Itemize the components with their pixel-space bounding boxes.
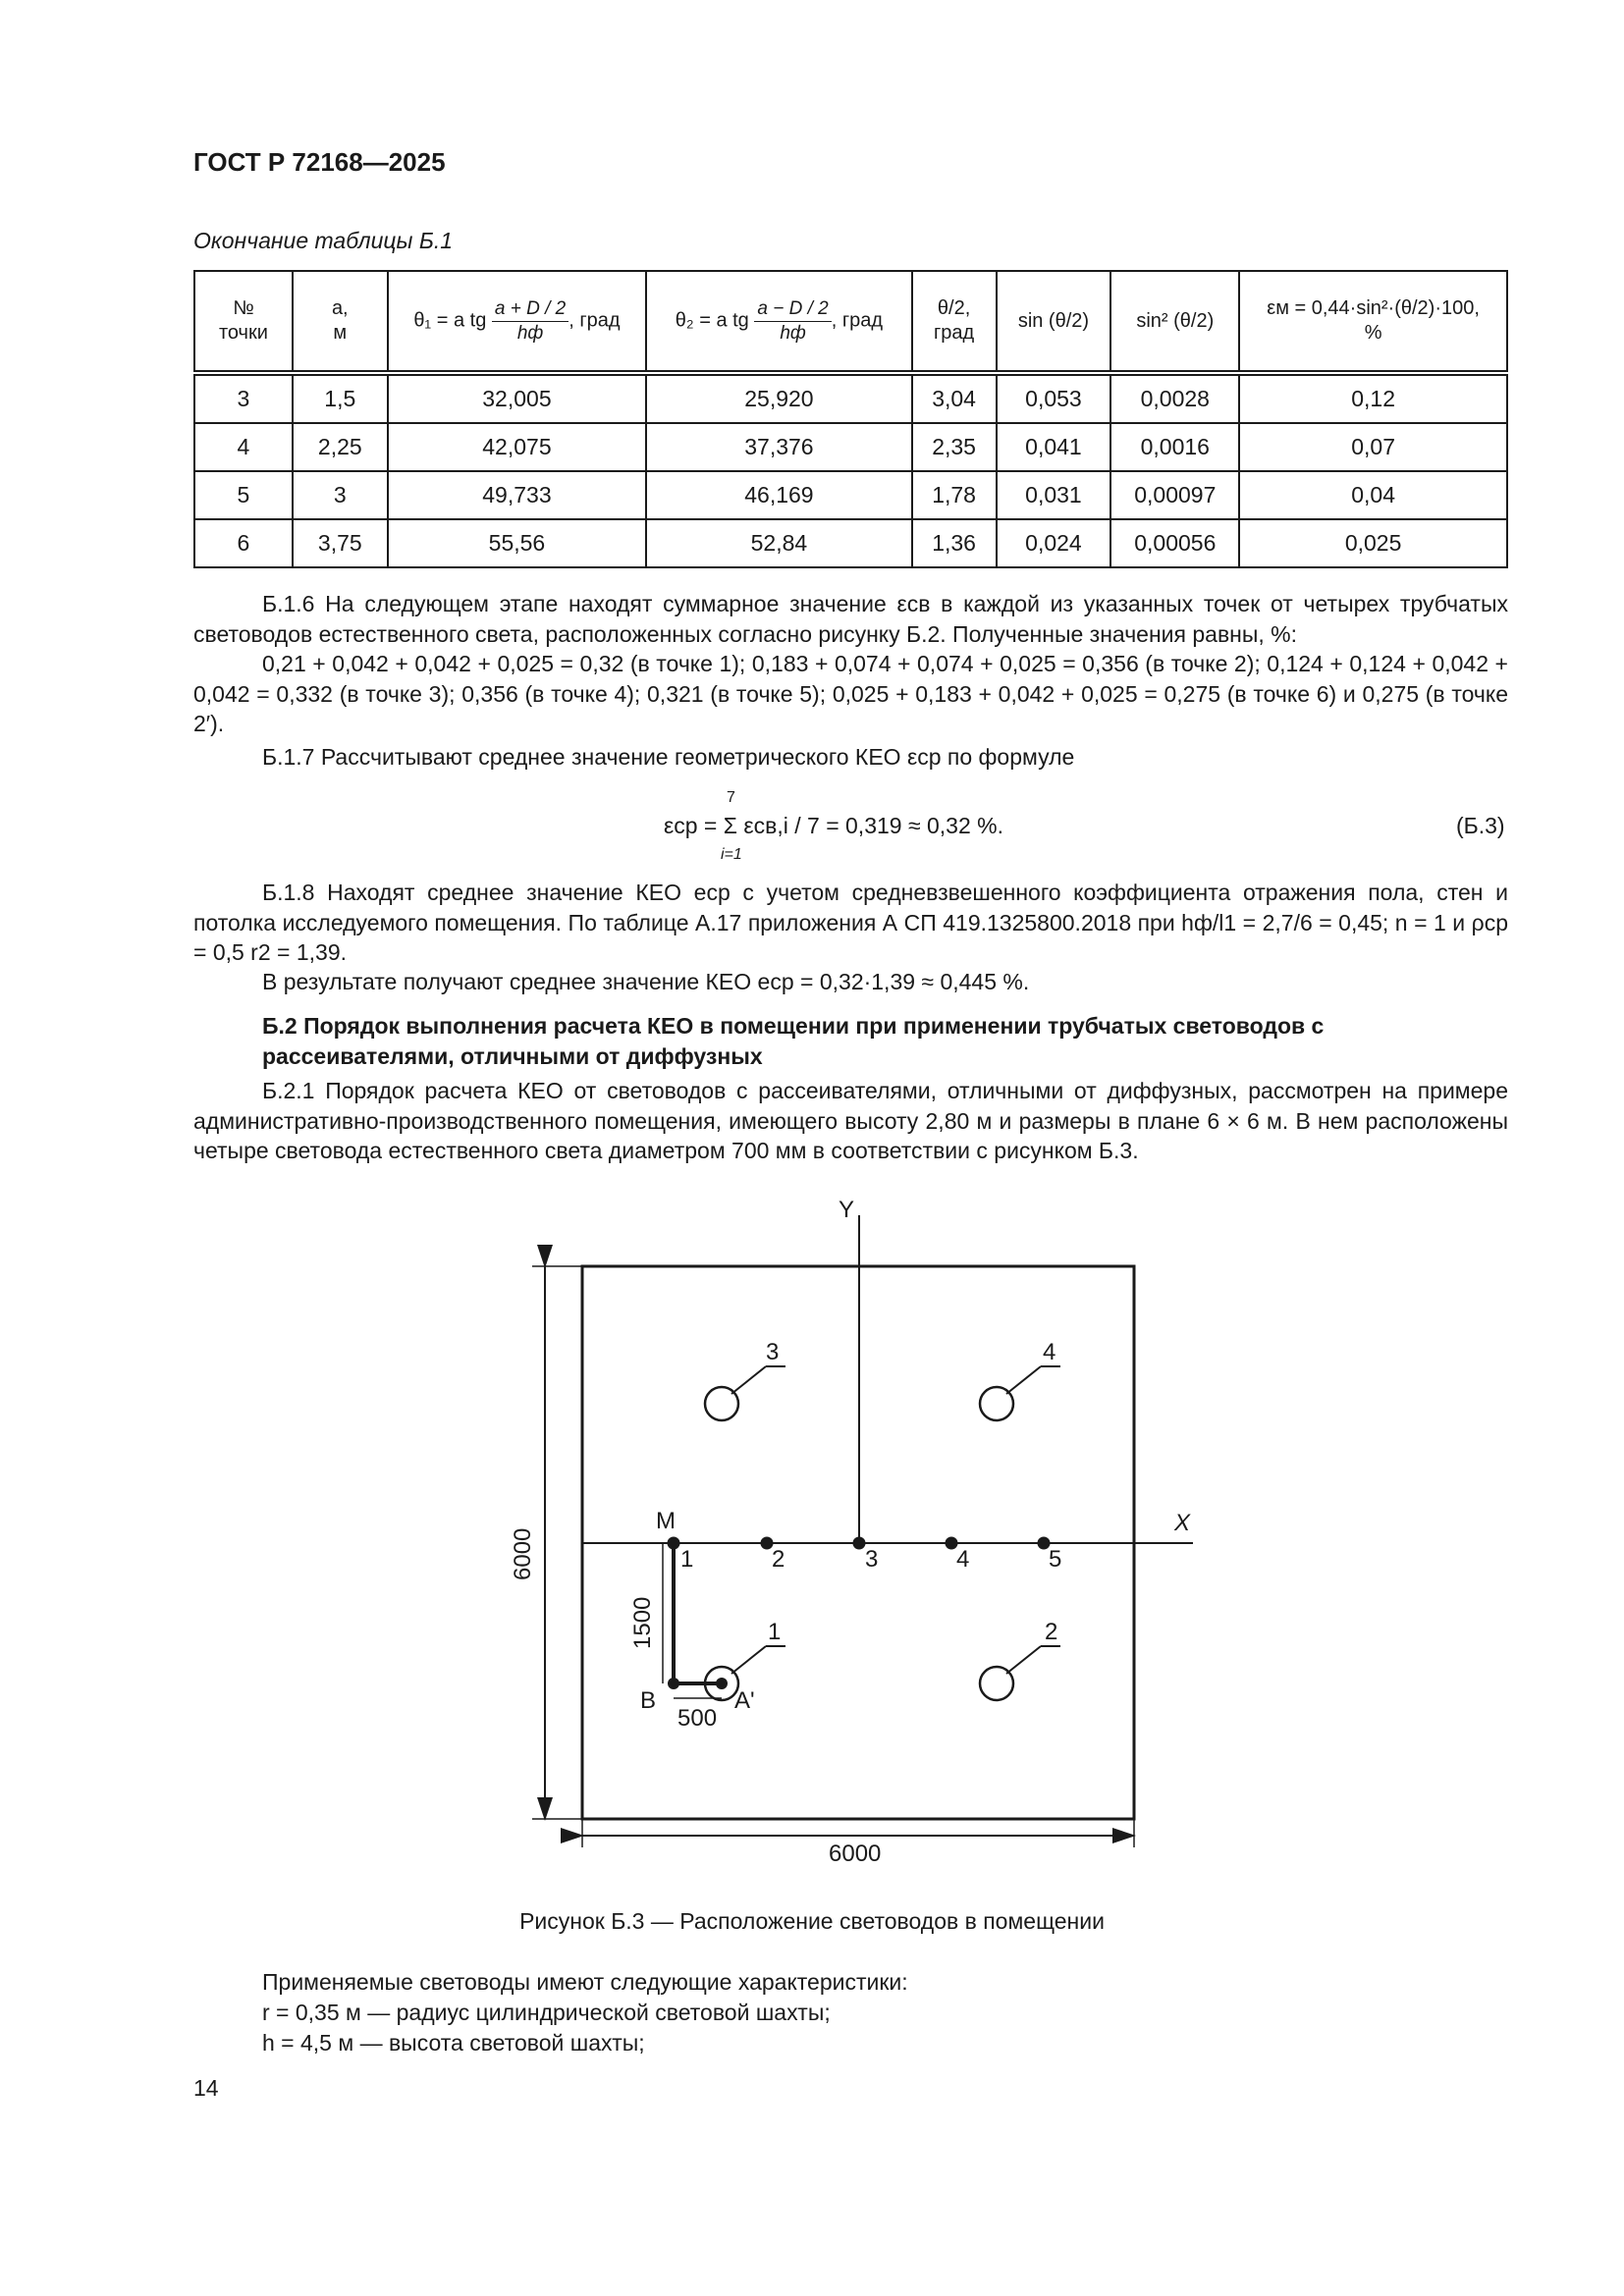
x-axis-label: X	[1174, 1510, 1191, 1536]
dim-1500-label: 1500	[629, 1596, 656, 1649]
table-cell: 6	[194, 519, 293, 567]
table-cell: 32,005	[388, 373, 646, 423]
dim-500-label: 500	[677, 1705, 718, 1732]
table-cell: 2,25	[293, 423, 388, 471]
table-cell: 52,84	[646, 519, 911, 567]
table-caption: Окончание таблицы Б.1	[193, 228, 454, 253]
paragraph-b21: Б.2.1 Порядок расчета КЕО от световодов с рассеивателями, отличными от диффузных, рассмотрен на примере административно-производственного помещения, имеющего высоту 2,80 м и размеры в плане 6 × 6 м. В нем расположены четыре световода естественного света диаметром 700 мм в соответствии с рисунком Б.3.	[193, 1078, 1508, 1163]
table-cell: 0,07	[1239, 423, 1507, 471]
lightguide-label: 1	[768, 1619, 782, 1645]
table-cell: 0,053	[997, 373, 1111, 423]
lightguide-label: 4	[1043, 1339, 1056, 1365]
point-b	[668, 1678, 679, 1689]
paragraph-b16-values: 0,21 + 0,042 + 0,042 + 0,025 = 0,32 (в точке 1); 0,183 + 0,074 + 0,074 + 0,025 = 0,356 (в точке 2); 0,124 + 0,124 + 0,042 + 0,042 = 0,332 (в точке 3); 0,356 (в точке 4); 0,321 (в точке 5); 0,025 + 0,183 + 0,042 + 0,025 = 0,275 (в точке 6) и 0,275 (в точке 2′).	[193, 651, 1508, 736]
formula-lower-limit: i=1	[721, 846, 742, 863]
characteristics-intro: Применяемые световоды имеют следующие характеристики:	[262, 1969, 908, 1995]
data-table	[193, 270, 1508, 568]
figure-caption: Рисунок Б.3 — Расположение световодов в помещении	[519, 1908, 1105, 1934]
table-cell: 37,376	[646, 423, 911, 471]
table-cell: 55,56	[388, 519, 646, 567]
height-dimension-label: 6000	[510, 1527, 536, 1580]
table-cell: 4	[194, 423, 293, 471]
figure-lightguide-layout	[471, 1188, 1237, 1875]
label-a-prime: A'	[734, 1687, 755, 1714]
page-number: 14	[193, 2075, 219, 2101]
calc-point-label: 1	[680, 1546, 694, 1573]
paragraph-b17: Б.1.7 Рассчитывают среднее значение геометрического КЕО εср по формуле	[262, 744, 1075, 770]
y-axis-label: Y	[839, 1197, 855, 1223]
lightguide-4	[980, 1339, 1060, 1420]
table-cell: 1,36	[912, 519, 997, 567]
table-row	[194, 519, 1507, 567]
table-cell: 0,024	[997, 519, 1111, 567]
paragraph-b18-result: В результате получают среднее значение КЕО eср = 0,32·1,39 ≈ 0,445 %.	[262, 969, 1030, 994]
calc-point-label: 5	[1049, 1546, 1062, 1573]
table-cell: 1,78	[912, 471, 997, 519]
calc-point-label: 4	[956, 1546, 970, 1573]
table-cell: 0,025	[1239, 519, 1507, 567]
width-dimension-label: 6000	[829, 1841, 882, 1867]
paragraph-b16: Б.1.6 На следующем этапе находят суммарное значение εсв в каждой из указанных точек от четырех трубчатых световодов естественного света, расположенных согласно рисунку Б.2. Полученные значения равны, %:	[193, 591, 1508, 647]
table-cell: 1,5	[293, 373, 388, 423]
label-b: B	[640, 1687, 657, 1714]
table-cell: 42,075	[388, 423, 646, 471]
table-cell: 3,75	[293, 519, 388, 567]
table-cell: 0,12	[1239, 373, 1507, 423]
col-header-point: № точки	[194, 271, 293, 373]
table-cell: 0,04	[1239, 471, 1507, 519]
formula: εср = Σ εсв,i / 7 = 0,319 ≈ 0,32 %.	[664, 813, 1003, 838]
table-cell: 0,031	[997, 471, 1111, 519]
formula-upper-limit: 7	[727, 789, 735, 806]
calc-point-label: 2	[772, 1546, 785, 1573]
table-cell: 3	[293, 471, 388, 519]
col-header-a: а, м	[293, 271, 388, 373]
lightguide-2	[980, 1619, 1060, 1700]
col-header-eps-m: εм = 0,44·sin²·(θ/2)·100, %	[1239, 271, 1507, 373]
paragraph-b18: Б.1.8 Находят среднее значение КЕО eср с учетом средневзвешенного коэффициента отражения пола, стен и потолка исследуемого помещения. По таблице А.17 приложения А СП 419.1325800.2018 при hф/l1 = 2,7/6 = 0,45; n = 1 и ρср = 0,5 r2 = 1,39.	[193, 880, 1508, 965]
col-header-theta1: θ₁ = a tg $\frac{a + D / 2}{hф}$ , град	[388, 271, 646, 373]
table-cell: 0,041	[997, 423, 1111, 471]
col-header-theta2: θ₂ = a tg $\frac{a - D / 2}{hф}$ , град	[646, 271, 911, 373]
lightguide-label: 3	[766, 1339, 780, 1365]
table-cell: 0,00056	[1110, 519, 1239, 567]
table-cell: 25,920	[646, 373, 911, 423]
characteristic-r: r = 0,35 м — радиус цилиндрической световой шахты;	[262, 2000, 831, 2025]
calc-point-label: 3	[865, 1546, 879, 1573]
calc-points	[668, 1537, 1062, 1574]
col-header-half-theta: θ/2, град	[912, 271, 997, 373]
table-cell: 49,733	[388, 471, 646, 519]
table-row	[194, 423, 1507, 471]
table-cell: 46,169	[646, 471, 911, 519]
table-cell: 0,0016	[1110, 423, 1239, 471]
table-row	[194, 471, 1507, 519]
calc-point-3	[853, 1537, 866, 1550]
formula-number: (Б.3)	[1456, 813, 1505, 838]
lightguide-3	[705, 1339, 785, 1420]
section-b2-title: Б.2 Порядок выполнения расчета КЕО в помещении при применении трубчатых световодов с рассеивателями, отличными от диффузных	[262, 1013, 1325, 1069]
calc-point-1	[668, 1537, 680, 1550]
col-header-sin2: sin² (θ/2)	[1110, 271, 1239, 373]
document-header: ГОСТ Р 72168—2025	[193, 147, 446, 177]
lightguide-label: 2	[1045, 1619, 1058, 1645]
label-m: M	[656, 1508, 676, 1534]
table-cell: 0,0028	[1110, 373, 1239, 423]
table-cell: 0,00097	[1110, 471, 1239, 519]
col-header-sin: sin (θ/2)	[997, 271, 1111, 373]
point-a-prime	[716, 1678, 728, 1689]
table-cell: 2,35	[912, 423, 997, 471]
table-cell: 5	[194, 471, 293, 519]
characteristic-h: h = 4,5 м — высота световой шахты;	[262, 2030, 645, 2056]
table-header-row	[194, 271, 1507, 373]
table-cell: 3	[194, 373, 293, 423]
table-cell: 3,04	[912, 373, 997, 423]
table-row	[194, 373, 1507, 423]
